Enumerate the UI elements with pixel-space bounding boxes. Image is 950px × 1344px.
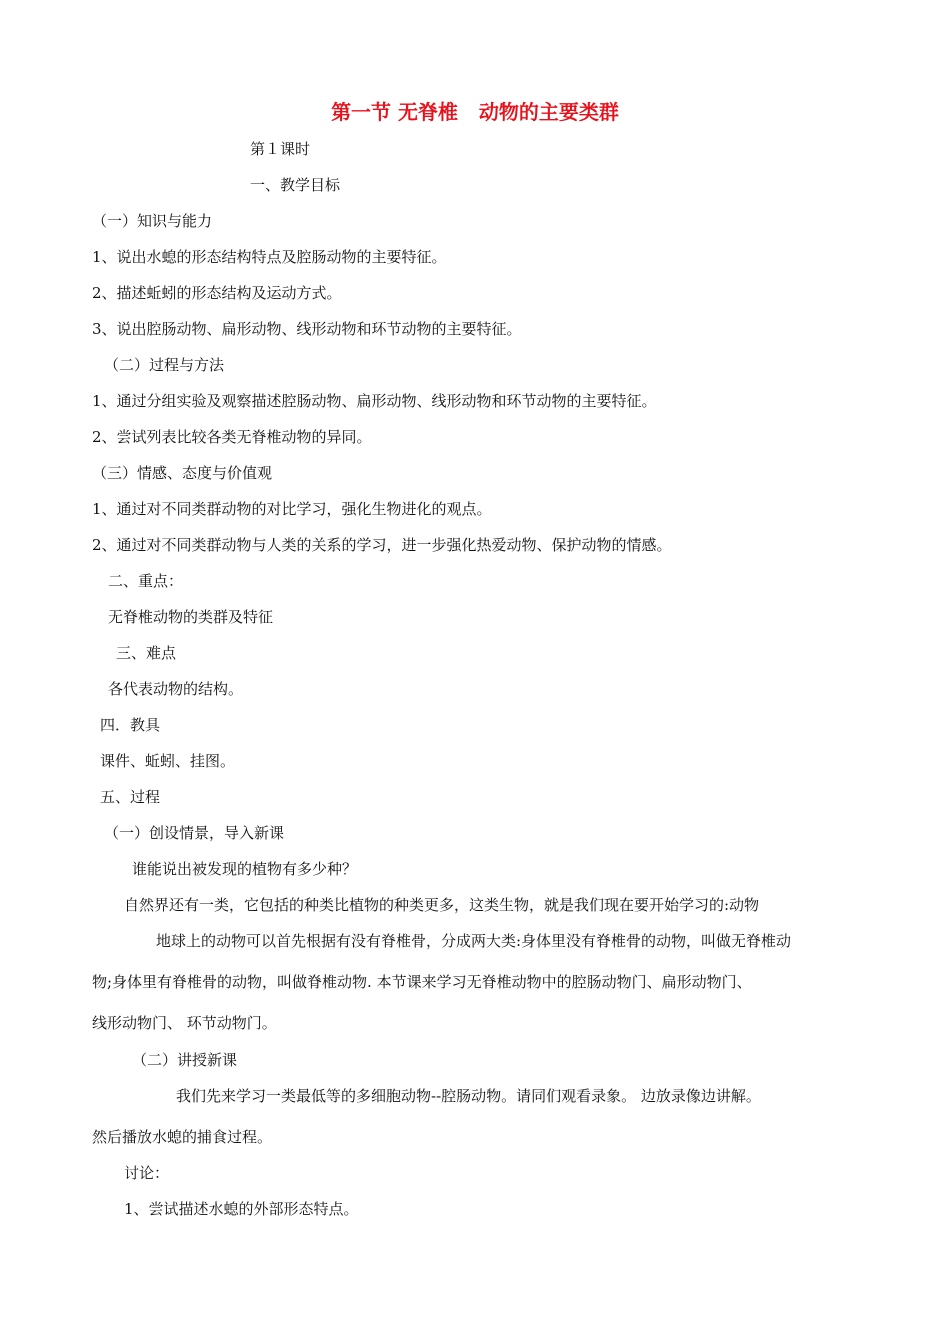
paragraph: 2、描述蚯蚓的形态结构及运动方式。 bbox=[92, 284, 342, 302]
subsection-heading: （一）知识与能力 bbox=[92, 212, 213, 230]
section-heading: 二、重点： bbox=[108, 572, 184, 590]
section-heading: 四．教具 bbox=[100, 716, 161, 734]
paragraph: 课件、蚯蚓、挂图。 bbox=[100, 752, 236, 770]
subsection-heading: （一）创设情景，导入新课 bbox=[104, 824, 285, 842]
paragraph: 1、通过分组实验及观察描述腔肠动物、扁形动物、线形动物和环节动物的主要特征。 bbox=[92, 392, 657, 410]
paragraph: 我们先来学习一类最低等的多细胞动物--腔肠动物。请同们观看录象。 边放录像边讲解。 bbox=[176, 1087, 761, 1105]
paragraph: 1、通过对不同类群动物的对比学习，强化生物进化的观点。 bbox=[92, 500, 492, 518]
paragraph: 1、尝试描述水螅的外部形态特点。 bbox=[124, 1200, 359, 1218]
paragraph: 各代表动物的结构。 bbox=[108, 680, 244, 698]
paragraph: 3、说出腔肠动物、扁形动物、线形动物和环节动物的主要特征。 bbox=[92, 320, 522, 338]
section-heading: 一、教学目标 bbox=[250, 176, 341, 194]
subsection-heading: （二）过程与方法 bbox=[104, 356, 225, 374]
section-heading: 三、难点 bbox=[116, 644, 177, 662]
paragraph: 无脊椎动物的类群及特征 bbox=[108, 608, 274, 626]
section-heading: 五、过程 bbox=[100, 788, 161, 806]
paragraph: 线形动物门、 环节动物门。 bbox=[92, 1014, 277, 1032]
paragraph: 物;身体里有脊椎骨的动物，叫做脊椎动物. 本节课来学习无脊椎动物中的腔肠动物门、扁形动物门、 bbox=[92, 973, 752, 991]
paragraph: 2、尝试列表比较各类无脊椎动物的异同。 bbox=[92, 428, 372, 446]
lesson-period: 第１课时 bbox=[250, 140, 311, 158]
paragraph: 1、说出水螅的形态结构特点及腔肠动物的主要特征。 bbox=[92, 248, 447, 266]
paragraph: 讨论： bbox=[124, 1164, 170, 1182]
paragraph: 谁能说出被发现的植物有多少种？ bbox=[132, 860, 358, 878]
paragraph: 自然界还有一类，它包括的种类比植物的种类更多，这类生物，就是我们现在要开始学习的:动物 bbox=[124, 896, 760, 914]
paragraph: 地球上的动物可以首先根据有没有脊椎骨，分成两大类:身体里没有脊椎骨的动物，叫做无脊椎动 bbox=[156, 932, 792, 950]
paragraph: 然后播放水螅的捕食过程。 bbox=[92, 1128, 273, 1146]
subsection-heading: （三）情感、态度与价值观 bbox=[92, 464, 273, 482]
paragraph: 2、通过对不同类群动物与人类的关系的学习，进一步强化热爱动物、保护动物的情感。 bbox=[92, 536, 672, 554]
page-title: 第一节 无脊椎 动物的主要类群 bbox=[331, 100, 619, 124]
subsection-heading: （二）讲授新课 bbox=[132, 1051, 238, 1069]
